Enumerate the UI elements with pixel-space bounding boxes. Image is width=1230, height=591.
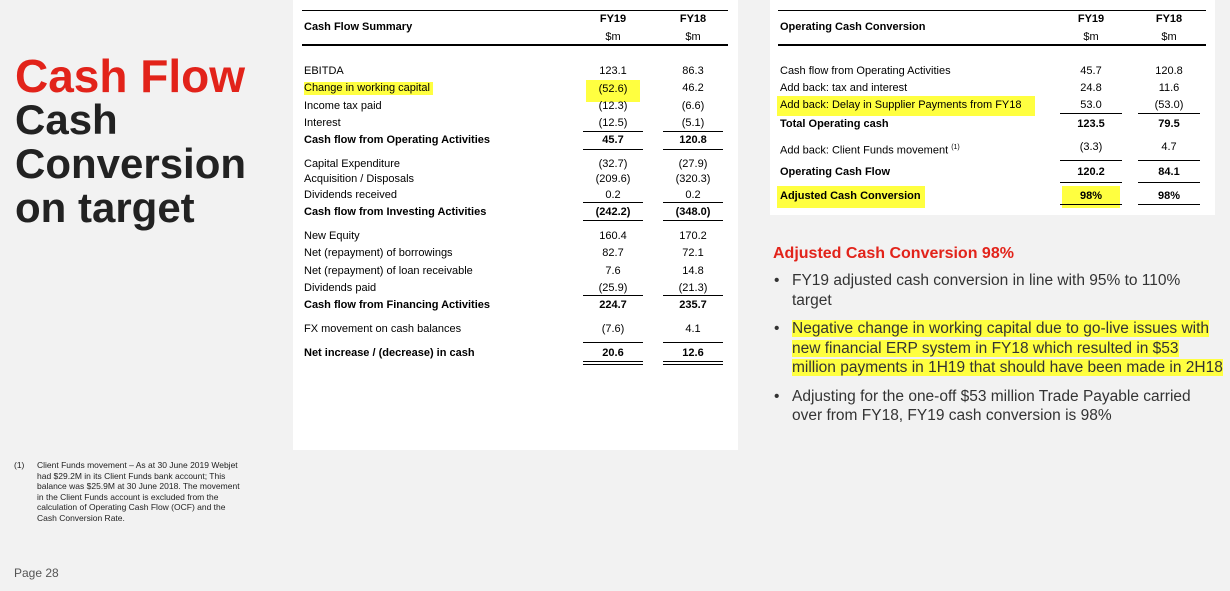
subtotal-rule	[583, 342, 643, 343]
row-fy18: 14.8	[682, 265, 704, 277]
bullet-text: Adjusting for the one-off $53 million Trade Payable carried over from FY18, FY19 cash conversion is 98%	[792, 387, 1191, 424]
subtotal-rule	[1138, 160, 1200, 161]
row-fy18: 98%	[1157, 190, 1181, 202]
row-fy18: (21.3)	[678, 282, 708, 294]
bullet-icon: •	[774, 387, 780, 405]
footnote-number: (1)	[14, 460, 25, 470]
bullet-icon: •	[774, 320, 780, 337]
footnote	[14, 460, 244, 523]
row-label-total: Total Operating cash	[780, 118, 889, 130]
title-line-3: Conversion	[15, 140, 247, 187]
row-fy18-total: 79.5	[1158, 118, 1180, 130]
row-label	[780, 141, 960, 158]
row-fy18: (320.3)	[675, 173, 711, 185]
total-rule	[663, 149, 723, 150]
row-fy18-total: (348.0)	[675, 206, 711, 218]
slide-title	[15, 50, 285, 231]
total-rule	[583, 149, 643, 150]
commentary-heading: Adjusted Cash Conversion 98%	[773, 245, 1014, 262]
footnote-text: Client Funds movement – As at 30 June 2019 Webjet had $29.2M in its Client Funds bank account; This balance was $25.9M at 30 June 2018. The movement in the Client Funds account is excluded from the calculation of Operating Cash Flow (OCF) and the Cash Conversion Rate.	[37, 460, 240, 523]
net-rule	[1060, 204, 1122, 205]
bullet-text-highlighted: Negative change in working capital due to go-live issues with new financial ERP system in FY18 which resulted in $53 million payments in 1H19 that should have been made in 2H18	[792, 320, 1223, 376]
row-fy18-net: 12.6	[682, 347, 704, 359]
title-line-2: Cash	[15, 96, 118, 143]
net-rule-1	[583, 361, 643, 362]
title-line-4: on target	[15, 184, 195, 231]
row-label: Net (repayment) of borrowings	[304, 247, 453, 259]
row-label: Acquisition / Disposals	[304, 173, 415, 185]
row-label: Interest	[304, 117, 341, 129]
row-fy19-highlighted: 98%	[1079, 190, 1103, 202]
row-fy19: 82.7	[602, 247, 624, 259]
row-fy18: (53.0)	[1154, 99, 1184, 111]
row-fy19-total: 120.2	[1077, 166, 1105, 178]
subtotal-rule	[663, 202, 723, 203]
row-label: Cash flow from Operating Activities	[780, 65, 951, 77]
row-fy19-total: 224.7	[599, 299, 627, 311]
row-fy19: 24.8	[1080, 82, 1102, 94]
col-fy19-unit: $m	[605, 31, 621, 43]
row-fy18: (5.1)	[681, 117, 705, 129]
row-fy19-highlighted: (52.6)	[586, 80, 640, 102]
row-fy18: 120.8	[1155, 65, 1183, 77]
row-fy19-total: 45.7	[602, 134, 624, 146]
row-fy19: 0.2	[605, 189, 621, 201]
bullet-item	[773, 271, 1223, 310]
row-label-highlighted: Adjusted Cash Conversion	[780, 190, 921, 202]
total-rule	[1138, 182, 1200, 183]
row-fy18-total: 120.8	[679, 134, 707, 146]
total-rule	[1060, 182, 1122, 183]
row-label: Net (repayment) of loan receivable	[304, 265, 473, 277]
col-fy19-header: FY19	[1077, 13, 1105, 25]
col-fy18-unit: $m	[1161, 31, 1177, 43]
row-label: Dividends paid	[304, 282, 377, 294]
net-rule	[1138, 204, 1200, 205]
col-fy18-header: FY18	[679, 13, 707, 25]
bullet-item-highlighted	[773, 319, 1223, 378]
net-rule-2	[583, 364, 643, 365]
row-fy18: 170.2	[679, 230, 707, 242]
row-fy19-total: 123.5	[1077, 118, 1105, 130]
row-label-text: Add back: Client Funds movement	[780, 144, 949, 157]
row-fy19: 53.0	[1080, 99, 1102, 111]
row-fy19-net: 20.6	[602, 347, 624, 359]
row-fy18: (6.6)	[681, 100, 705, 112]
row-label-total: Operating Cash Flow	[780, 166, 891, 178]
operating-cash-conversion-table	[770, 0, 1215, 215]
title-line-1: Cash Flow	[15, 50, 246, 102]
total-rule	[663, 220, 723, 221]
row-fy19: (209.6)	[595, 173, 631, 185]
row-fy19: (25.9)	[598, 282, 628, 294]
subtotal-rule	[663, 131, 723, 132]
bullet-item	[773, 387, 1223, 426]
row-label-highlighted: Change in working capital	[304, 82, 433, 95]
total-rule	[583, 220, 643, 221]
footnote-ref: (1)	[951, 144, 960, 151]
bullet-icon: •	[774, 272, 780, 289]
row-label-total: Cash flow from Operating Activities	[304, 134, 491, 146]
row-label-net: Net increase / (decrease) in cash	[304, 347, 475, 359]
row-fy18: 0.2	[685, 189, 701, 201]
row-fy18: 4.1	[685, 323, 701, 335]
subtotal-rule	[1060, 113, 1122, 114]
subtotal-rule	[583, 131, 643, 132]
subtotal-rule	[1060, 160, 1122, 161]
row-label: New Equity	[304, 230, 360, 242]
row-label-total: Cash flow from Investing Activities	[304, 206, 487, 218]
col-fy19-unit: $m	[1083, 31, 1099, 43]
bullet-text: FY19 adjusted cash conversion in line with 95% to 110% target	[792, 272, 1181, 309]
table-header-rule	[302, 44, 728, 46]
cash-flow-summary-table	[293, 0, 738, 450]
row-fy19: (12.5)	[598, 117, 628, 129]
row-fy19: 7.6	[605, 265, 621, 277]
row-label: EBITDA	[304, 65, 344, 77]
row-fy18: 72.1	[682, 247, 704, 259]
table-title: Operating Cash Conversion	[780, 21, 926, 33]
row-label: Add back: tax and interest	[780, 82, 908, 94]
row-label-total: Cash flow from Financing Activities	[304, 299, 491, 311]
subtotal-rule	[583, 295, 643, 296]
row-fy19-total: (242.2)	[595, 206, 631, 218]
col-fy18-header: FY18	[1155, 13, 1183, 25]
net-rule-2	[663, 364, 723, 365]
page-number: Page 28	[14, 566, 59, 580]
row-label: Capital Expenditure	[304, 158, 401, 170]
row-label: FX movement on cash balances	[304, 323, 462, 335]
row-fy19: (32.7)	[598, 158, 628, 170]
table-top-rule	[778, 10, 1206, 11]
table-title: Cash Flow Summary	[304, 21, 413, 33]
row-fy19: (7.6)	[601, 323, 625, 335]
table-top-rule	[302, 10, 728, 11]
col-fy19-header: FY19	[599, 13, 627, 25]
commentary	[773, 245, 1223, 435]
row-label: Dividends received	[304, 189, 397, 201]
row-fy19: (3.3)	[1079, 141, 1103, 153]
col-fy18-unit: $m	[685, 31, 701, 43]
row-fy19: 123.1	[599, 65, 627, 77]
row-fy19: 45.7	[1080, 65, 1102, 77]
row-label-highlighted: Add back: Delay in Supplier Payments from FY18	[780, 99, 1022, 111]
row-fy18: (27.9)	[678, 158, 708, 170]
row-label: Income tax paid	[304, 100, 382, 112]
subtotal-rule	[663, 342, 723, 343]
subtotal-rule	[663, 295, 723, 296]
row-fy19: 160.4	[599, 230, 627, 242]
row-fy18: 86.3	[682, 65, 704, 77]
row-fy18: 46.2	[682, 82, 704, 94]
subtotal-rule	[1138, 113, 1200, 114]
row-fy19: (12.3)	[598, 100, 628, 112]
row-fy18: 11.6	[1158, 82, 1180, 94]
net-rule-1	[663, 361, 723, 362]
subtotal-rule	[583, 202, 643, 203]
row-fy18-total: 84.1	[1158, 166, 1180, 178]
row-fy18: 4.7	[1161, 141, 1177, 153]
table-header-rule	[778, 44, 1206, 46]
row-fy18-total: 235.7	[679, 299, 707, 311]
